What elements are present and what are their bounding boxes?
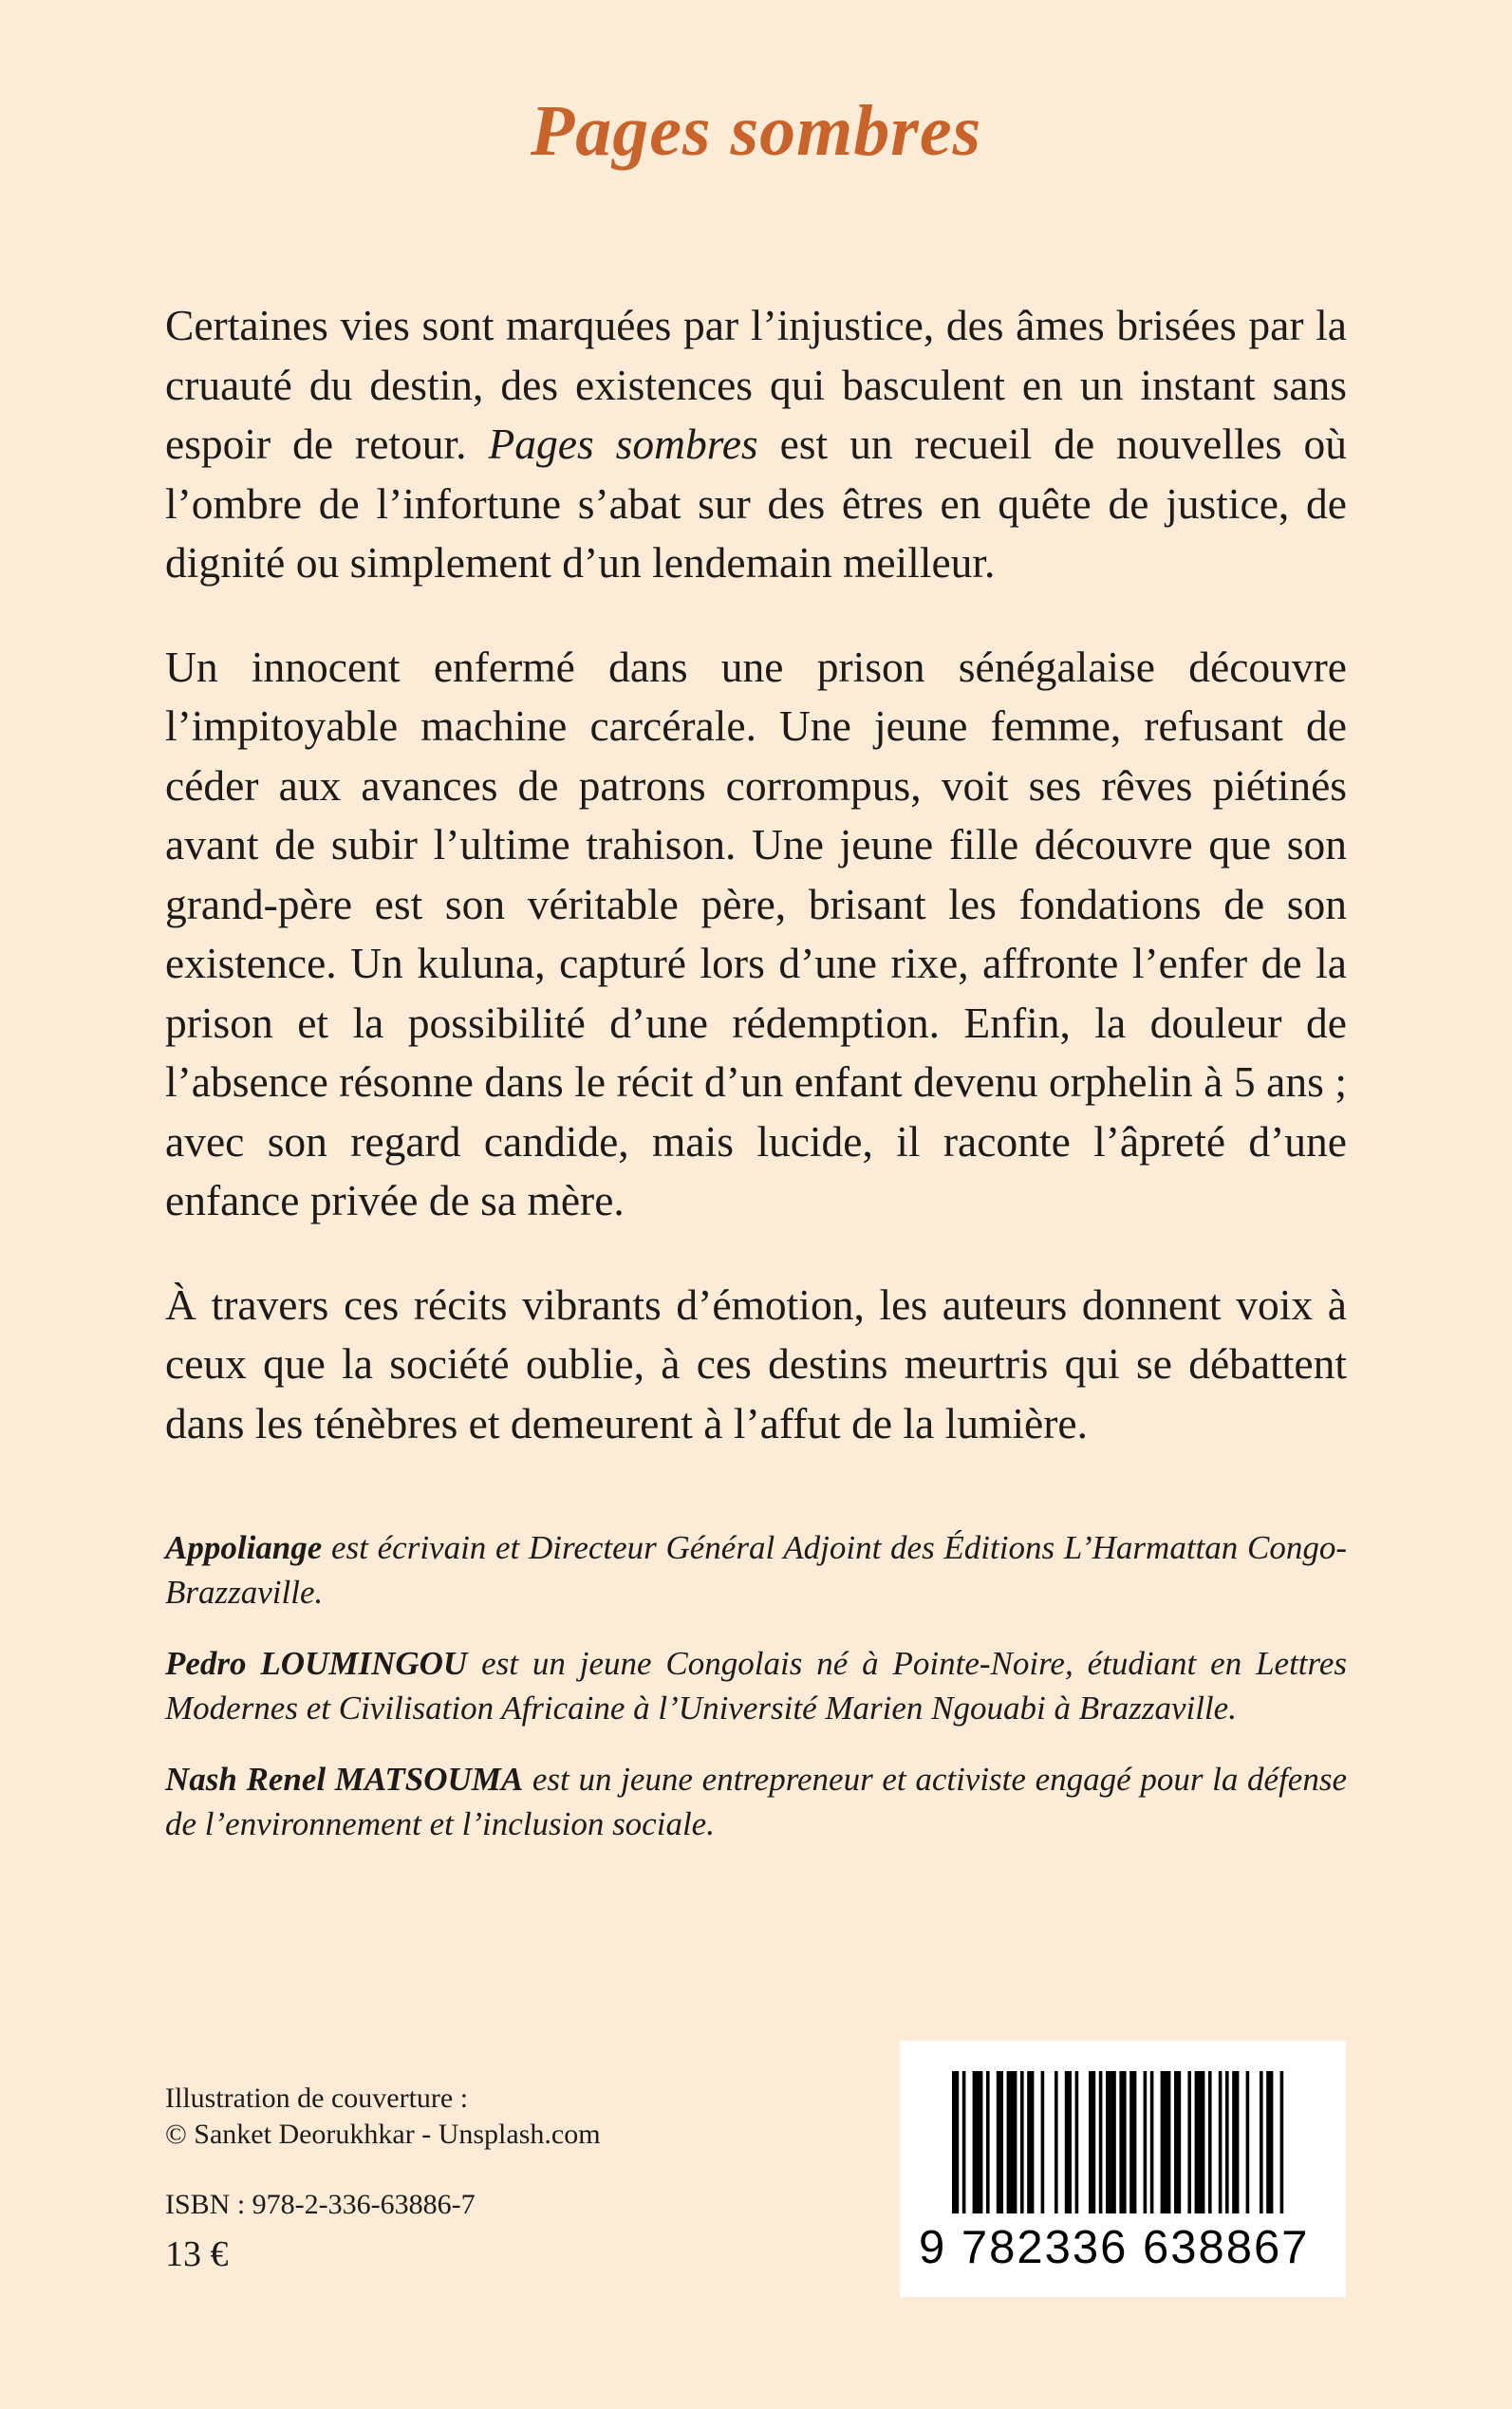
back-cover-blurb — [165, 296, 1347, 1453]
barcode-bar — [1089, 2071, 1095, 2213]
blurb-text: est un recueil de nouvelles où l’ombre de l’infortune s’abat sur des êtres en quête de justice, de dignité ou simplement d’un lendemain meilleur. — [165, 420, 1347, 587]
barcode-bar — [1055, 2071, 1058, 2213]
blurb-paragraph-1 — [165, 296, 1347, 593]
blurb-paragraph-2: Un innocent enfermé dans une prison sénégalaise découvre l’impitoyable machine carcérale. Une jeune femme, refusant de céder aux avances de patrons corrompus, voit ses rêves piétinés avant de subir l’ultime trahison. Une jeune fille découvre que son grand-père est son véritable père, brisant les fondations de son existence. Un kuluna, capturé lors d’une rixe, affronte l’enfer de la prison et la possibilité d’une rédemption. Enfin, la douleur de l’absence résonne dans le récit d’un enfant devenu orphelin à 5 ans ; avec son regard candide, mais lucide, il raconte l’âpreté d’une enfance privée de sa mère. — [165, 642, 1347, 1224]
barcode — [900, 2041, 1346, 2297]
barcode-bar — [1106, 2071, 1116, 2213]
barcode-bar — [997, 2071, 1003, 2213]
barcode-bar — [1041, 2071, 1045, 2213]
barcode-bar — [1007, 2071, 1017, 2213]
barcode-bar — [1187, 2071, 1191, 2213]
barcode-bar — [973, 2071, 983, 2213]
barcode-bar — [1266, 2071, 1273, 2213]
barcode-bars — [952, 2071, 1294, 2228]
barcode-bar — [962, 2071, 966, 2213]
barcode-digits: 9 782336 638867 — [919, 2222, 1310, 2273]
blurb-text: Certaines vies sont marquées par l’injustice, des âmes brisées par la cruauté du destin, des existences qui basculent en un instant sans espoir de retour. — [165, 301, 1347, 468]
barcode-bar — [1219, 2071, 1223, 2213]
barcode-bar — [1020, 2071, 1024, 2213]
author-bio-text: est un jeune Congolais né à Pointe-Noire, étudiant en Lettres Modernes et Civilisation Africaine à l’Université Marien Ngouabi à Brazzaville. — [165, 1645, 1348, 1727]
barcode-bar — [1260, 2071, 1263, 2213]
isbn: ISBN : 978-2-336-63886-7 — [165, 2189, 476, 2220]
author-bio-text: est écrivain et Directeur Général Adjoint des Éditions L’Harmattan Congo-Brazzaville. — [165, 1529, 1347, 1611]
author-bio — [165, 1757, 1347, 1846]
barcode-bar — [986, 2071, 990, 2213]
author-bios — [165, 1525, 1347, 1873]
barcode-bar — [1225, 2071, 1229, 2213]
barcode-bar — [1232, 2071, 1239, 2213]
barcode-bar — [1208, 2071, 1212, 2213]
barcode-bar — [1174, 2071, 1181, 2213]
publication-credits — [165, 2081, 601, 2272]
book-title: Pages sombres — [530, 91, 982, 171]
illustration-credit: © Sanket Deorukhkar - Unsplash.com — [165, 2119, 601, 2150]
barcode-bar — [1161, 2071, 1171, 2213]
author-bio — [165, 1525, 1347, 1615]
author-bio-text: est un jeune entrepreneur et activiste engagé pour la défense de l’environnement et l’inclusion sociale. — [165, 1761, 1347, 1842]
barcode-bar — [1246, 2071, 1250, 2213]
barcode-bar — [1280, 2071, 1284, 2213]
illustration-label: Illustration de couverture : — [165, 2082, 469, 2114]
barcode-bar — [1099, 2071, 1103, 2213]
barcode-bar — [1075, 2071, 1079, 2213]
barcode-bar — [1027, 2071, 1034, 2213]
barcode-bar — [1065, 2071, 1072, 2213]
barcode-bar — [1119, 2071, 1126, 2213]
barcode-bar — [1144, 2071, 1148, 2213]
price: 13 € — [165, 2234, 229, 2274]
blurb-title-reference: Pages sombres — [488, 420, 758, 468]
author-name: Nash Renel MATSOUMA — [165, 1761, 524, 1798]
barcode-bar — [1129, 2071, 1136, 2213]
barcode-bar — [952, 2071, 959, 2213]
barcode-bar — [1150, 2071, 1154, 2213]
blurb-paragraph-3: À travers ces récits vibrants d’émotion, les auteurs donnent voix à ceux que la société oublie, à ces destins meurtris qui se débattent dans les ténèbres et demeurent à l’affut de la lumière. — [165, 1279, 1347, 1447]
author-bio — [165, 1641, 1347, 1730]
author-name: Pedro LOUMINGOU — [165, 1645, 468, 1682]
barcode-bar — [1195, 2071, 1205, 2213]
author-name: Appoliange — [165, 1529, 323, 1566]
